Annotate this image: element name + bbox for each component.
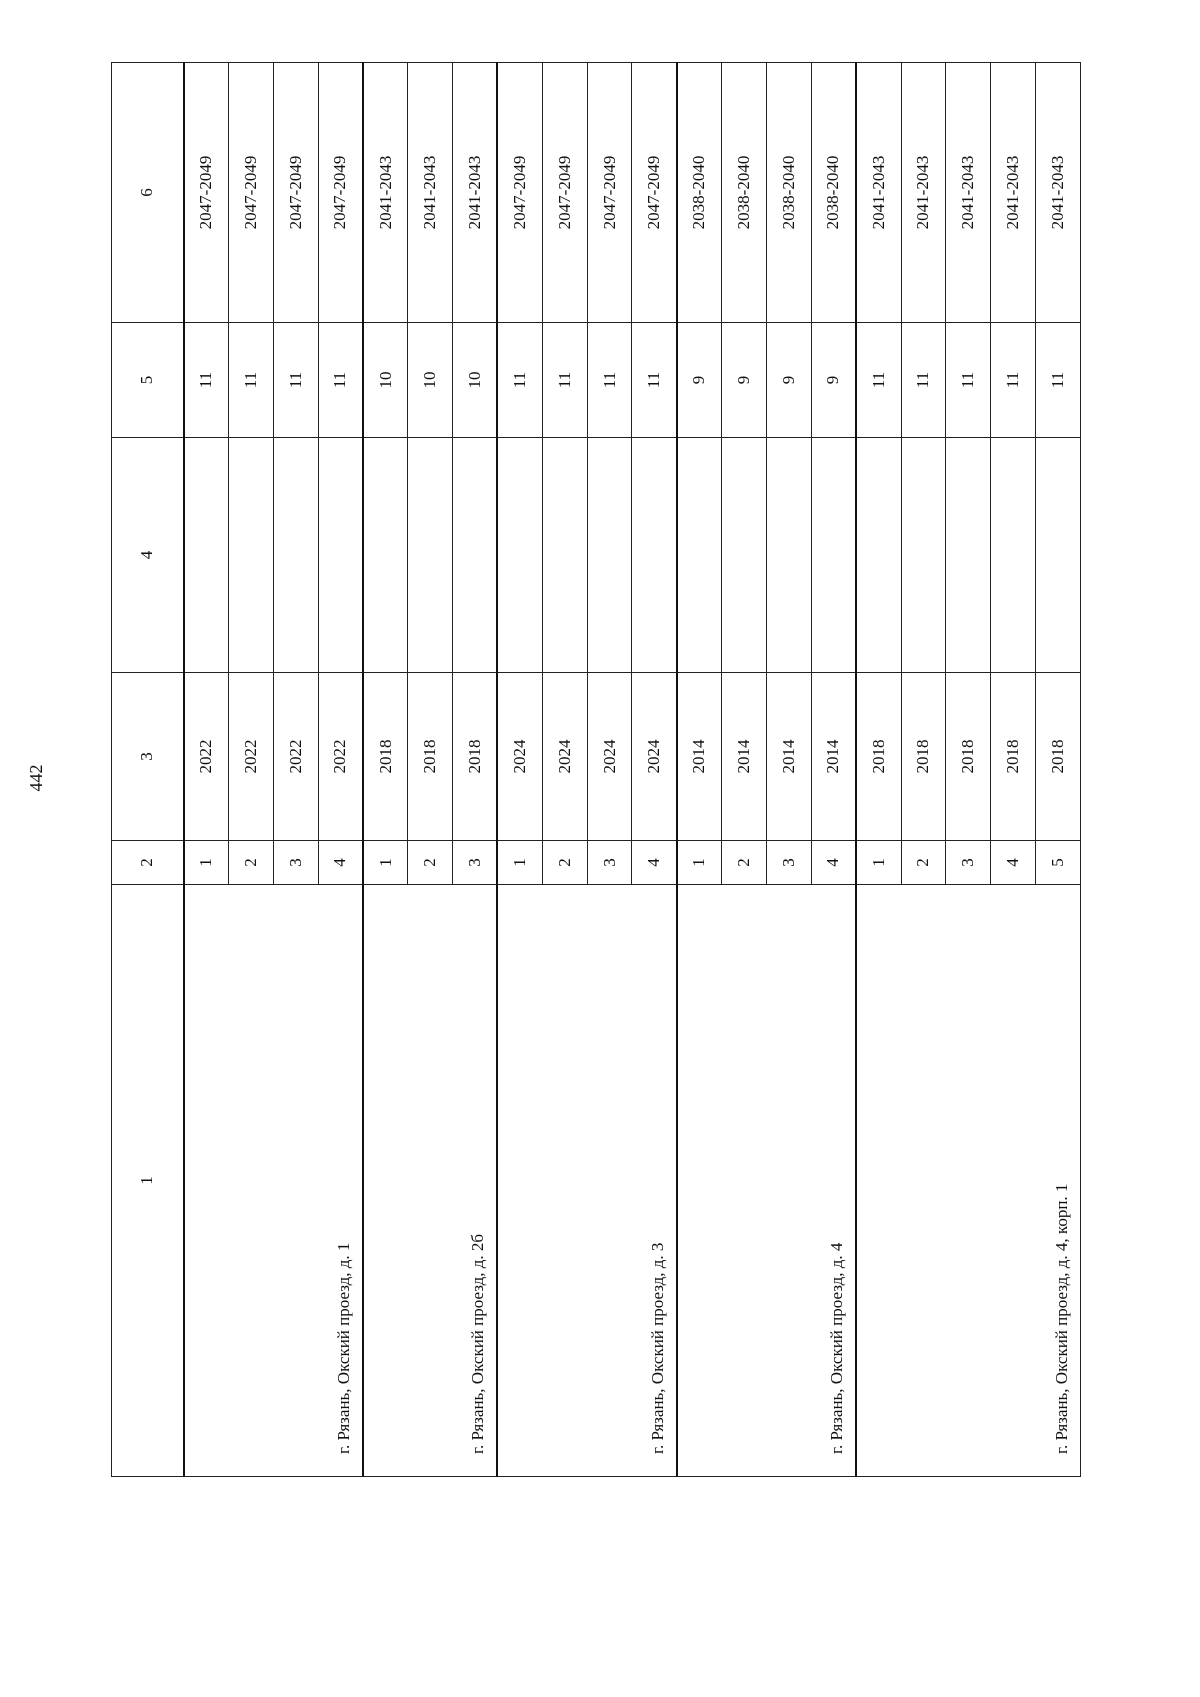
year-cell: 2018 (901, 673, 946, 841)
period-cell: 2047-2049 (273, 63, 318, 323)
floors-cell: 11 (632, 323, 677, 438)
year-cell: 2024 (497, 673, 542, 841)
floors-cell: 11 (587, 323, 632, 438)
table-row (677, 63, 722, 1477)
column4-cell (722, 438, 767, 673)
floors-cell: 9 (722, 323, 767, 438)
row-number-cell: 1 (363, 841, 408, 885)
floors-cell: 11 (991, 323, 1036, 438)
row-number-cell: 3 (587, 841, 632, 885)
column4-cell (766, 438, 811, 673)
floors-cell: 11 (901, 323, 946, 438)
table-row (363, 63, 408, 1477)
year-cell: 2018 (991, 673, 1036, 841)
column4-cell (632, 438, 677, 673)
row-number-cell: 4 (318, 841, 363, 885)
page-number: 442 (26, 764, 46, 792)
column4-cell (497, 438, 542, 673)
period-cell: 2047-2049 (318, 63, 363, 323)
period-cell: 2041-2043 (408, 63, 453, 323)
period-cell: 2041-2043 (1036, 63, 1081, 323)
header-cell: 6 (112, 63, 184, 323)
column4-cell (318, 438, 363, 673)
period-cell: 2041-2043 (363, 63, 408, 323)
column4-cell (184, 438, 229, 673)
column4-cell (542, 438, 587, 673)
row-number-cell: 2 (408, 841, 453, 885)
period-cell: 2047-2049 (184, 63, 229, 323)
column4-cell (901, 438, 946, 673)
row-number-cell: 1 (677, 841, 722, 885)
period-cell: 2041-2043 (991, 63, 1036, 323)
floors-cell: 10 (363, 323, 408, 438)
row-number-cell: 1 (184, 841, 229, 885)
row-number-cell: 4 (632, 841, 677, 885)
row-number-cell: 3 (453, 841, 498, 885)
year-cell: 2022 (318, 673, 363, 841)
year-cell: 2018 (408, 673, 453, 841)
address-cell: г. Рязань, Окский проезд, д. 4 (677, 885, 856, 1477)
data-table (111, 62, 1081, 1477)
period-cell: 2047-2049 (542, 63, 587, 323)
column4-cell (1036, 438, 1081, 673)
address-cell: г. Рязань, Окский проезд, д. 3 (497, 885, 676, 1477)
year-cell: 2018 (1036, 673, 1081, 841)
period-cell: 2038-2040 (722, 63, 767, 323)
column4-cell (408, 438, 453, 673)
period-cell: 2041-2043 (856, 63, 901, 323)
row-number-cell: 1 (497, 841, 542, 885)
year-cell: 2022 (273, 673, 318, 841)
column4-cell (363, 438, 408, 673)
floors-cell: 11 (318, 323, 363, 438)
year-cell: 2018 (856, 673, 901, 841)
header-row (112, 63, 184, 1477)
row-number-cell: 2 (722, 841, 767, 885)
year-cell: 2014 (811, 673, 856, 841)
column4-cell (273, 438, 318, 673)
year-cell: 2014 (722, 673, 767, 841)
year-cell: 2024 (542, 673, 587, 841)
year-cell: 2022 (228, 673, 273, 841)
table-row (497, 63, 542, 1477)
row-number-cell: 4 (811, 841, 856, 885)
floors-cell: 9 (811, 323, 856, 438)
address-cell: г. Рязань, Окский проезд, д. 1 (184, 885, 363, 1477)
table-body (112, 63, 1081, 1477)
address-cell: г. Рязань, Окский проезд, д. 4, корп. 1 (856, 885, 1080, 1477)
floors-cell: 10 (453, 323, 498, 438)
address-cell: г. Рязань, Окский проезд, д. 2б (363, 885, 498, 1477)
floors-cell: 11 (273, 323, 318, 438)
row-number-cell: 1 (856, 841, 901, 885)
floors-cell: 10 (408, 323, 453, 438)
year-cell: 2014 (766, 673, 811, 841)
year-cell: 2018 (363, 673, 408, 841)
period-cell: 2047-2049 (587, 63, 632, 323)
period-cell: 2041-2043 (946, 63, 991, 323)
header-cell: 3 (112, 673, 184, 841)
column4-cell (587, 438, 632, 673)
column4-cell (946, 438, 991, 673)
header-cell: 5 (112, 323, 184, 438)
year-cell: 2024 (587, 673, 632, 841)
row-number-cell: 5 (1036, 841, 1081, 885)
header-cell: 4 (112, 438, 184, 673)
year-cell: 2018 (453, 673, 498, 841)
floors-cell: 11 (184, 323, 229, 438)
column4-cell (856, 438, 901, 673)
year-cell: 2024 (632, 673, 677, 841)
row-number-cell: 2 (542, 841, 587, 885)
table-row (856, 63, 901, 1477)
row-number-cell: 2 (228, 841, 273, 885)
table-row (184, 63, 229, 1477)
period-cell: 2038-2040 (766, 63, 811, 323)
column4-cell (228, 438, 273, 673)
period-cell: 2038-2040 (677, 63, 722, 323)
row-number-cell: 3 (273, 841, 318, 885)
floors-cell: 11 (228, 323, 273, 438)
year-cell: 2014 (677, 673, 722, 841)
floors-cell: 11 (856, 323, 901, 438)
floors-cell: 11 (1036, 323, 1081, 438)
floors-cell: 11 (497, 323, 542, 438)
year-cell: 2022 (184, 673, 229, 841)
floors-cell: 9 (677, 323, 722, 438)
period-cell: 2041-2043 (901, 63, 946, 323)
period-cell: 2047-2049 (228, 63, 273, 323)
column4-cell (453, 438, 498, 673)
floors-cell: 11 (542, 323, 587, 438)
row-number-cell: 3 (946, 841, 991, 885)
row-number-cell: 3 (766, 841, 811, 885)
period-cell: 2038-2040 (811, 63, 856, 323)
period-cell: 2041-2043 (453, 63, 498, 323)
header-cell: 2 (112, 841, 184, 885)
floors-cell: 9 (766, 323, 811, 438)
column4-cell (677, 438, 722, 673)
column4-cell (811, 438, 856, 673)
floors-cell: 11 (946, 323, 991, 438)
row-number-cell: 4 (991, 841, 1036, 885)
row-number-cell: 2 (901, 841, 946, 885)
header-cell: 1 (112, 885, 184, 1477)
rotated-table-container (111, 63, 1080, 1477)
period-cell: 2047-2049 (632, 63, 677, 323)
column4-cell (991, 438, 1036, 673)
year-cell: 2018 (946, 673, 991, 841)
period-cell: 2047-2049 (497, 63, 542, 323)
